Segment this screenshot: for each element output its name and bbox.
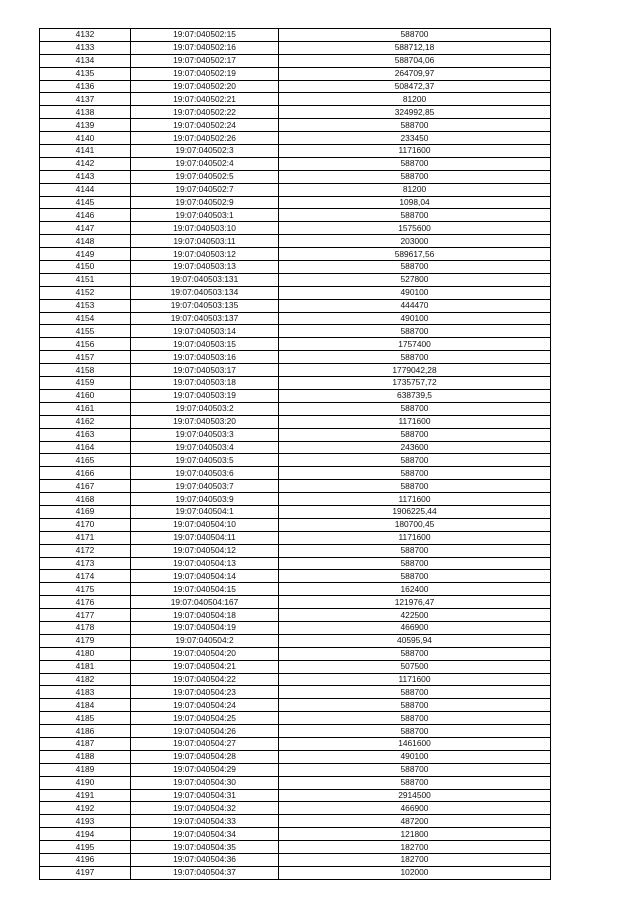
row-number-cell: 4133 [40,41,131,54]
row-number-cell: 4184 [40,699,131,712]
value-cell: 324992,85 [279,106,551,119]
row-number-cell: 4192 [40,802,131,815]
row-number-cell: 4147 [40,222,131,235]
row-number-cell: 4156 [40,338,131,351]
cadastral-number-cell: 19:07:040503:6 [131,467,279,480]
table-row [40,377,551,390]
cadastral-number-cell: 19:07:040504:32 [131,802,279,815]
table-row [40,505,551,518]
cadastral-number-cell: 19:07:040503:10 [131,222,279,235]
value-cell: 588700 [279,428,551,441]
cadastral-number-cell: 19:07:040504:23 [131,686,279,699]
row-number-cell: 4196 [40,854,131,867]
table-row [40,750,551,763]
table-row [40,776,551,789]
row-number-cell: 4197 [40,866,131,879]
value-cell: 588704,06 [279,54,551,67]
cadastral-number-cell: 19:07:040502:3 [131,145,279,158]
row-number-cell: 4144 [40,183,131,196]
table-row [40,170,551,183]
value-cell: 182700 [279,854,551,867]
cadastral-number-cell: 19:07:040504:10 [131,518,279,531]
row-number-cell: 4154 [40,312,131,325]
value-cell: 588700 [279,570,551,583]
row-number-cell: 4189 [40,763,131,776]
value-cell: 588700 [279,454,551,467]
table-row [40,338,551,351]
cadastral-number-cell: 19:07:040503:17 [131,364,279,377]
cadastral-number-cell: 19:07:040504:30 [131,776,279,789]
cadastral-number-cell: 19:07:040504:12 [131,544,279,557]
value-cell: 182700 [279,841,551,854]
value-cell: 243600 [279,441,551,454]
value-cell: 233450 [279,132,551,145]
cadastral-number-cell: 19:07:040504:19 [131,621,279,634]
row-number-cell: 4190 [40,776,131,789]
cadastral-number-cell: 19:07:040504:18 [131,609,279,622]
cadastral-number-cell: 19:07:040504:27 [131,737,279,750]
row-number-cell: 4159 [40,377,131,390]
cadastral-number-cell: 19:07:040504:167 [131,596,279,609]
value-cell: 588700 [279,686,551,699]
value-cell: 588700 [279,647,551,660]
cadastral-number-cell: 19:07:040503:135 [131,299,279,312]
cadastral-number-cell: 19:07:040504:22 [131,673,279,686]
cadastral-number-cell: 19:07:040504:28 [131,750,279,763]
value-cell: 1575600 [279,222,551,235]
table-row [40,763,551,776]
cadastral-number-cell: 19:07:040503:13 [131,261,279,274]
cadastral-number-cell: 19:07:040504:21 [131,660,279,673]
row-number-cell: 4143 [40,170,131,183]
value-cell: 588700 [279,699,551,712]
row-number-cell: 4171 [40,531,131,544]
table-row [40,789,551,802]
row-number-cell: 4194 [40,828,131,841]
table-row [40,493,551,506]
row-number-cell: 4151 [40,273,131,286]
value-cell: 40595,94 [279,634,551,647]
row-number-cell: 4139 [40,119,131,132]
row-number-cell: 4138 [40,106,131,119]
table-row [40,222,551,235]
value-cell: 588700 [279,157,551,170]
cadastral-number-cell: 19:07:040503:4 [131,441,279,454]
table-row [40,583,551,596]
table-row [40,737,551,750]
value-cell: 466900 [279,802,551,815]
row-number-cell: 4173 [40,557,131,570]
value-cell: 508472,37 [279,80,551,93]
cadastral-number-cell: 19:07:040502:5 [131,170,279,183]
value-cell: 588700 [279,776,551,789]
cadastral-number-cell: 19:07:040504:31 [131,789,279,802]
cadastral-number-cell: 19:07:040503:20 [131,415,279,428]
cadastral-number-cell: 19:07:040503:7 [131,480,279,493]
row-number-cell: 4132 [40,29,131,42]
row-number-cell: 4186 [40,725,131,738]
value-cell: 1757400 [279,338,551,351]
table-row [40,325,551,338]
table-row [40,467,551,480]
cadastral-number-cell: 19:07:040504:36 [131,854,279,867]
value-cell: 588700 [279,261,551,274]
table-row [40,647,551,660]
table-row [40,29,551,42]
table-row [40,80,551,93]
value-cell: 1171600 [279,415,551,428]
row-number-cell: 4160 [40,389,131,402]
cadastral-number-cell: 19:07:040503:18 [131,377,279,390]
value-cell: 121800 [279,828,551,841]
value-cell: 81200 [279,183,551,196]
cadastral-number-cell: 19:07:040502:15 [131,29,279,42]
row-number-cell: 4172 [40,544,131,557]
value-cell: 588700 [279,402,551,415]
row-number-cell: 4140 [40,132,131,145]
row-number-cell: 4152 [40,286,131,299]
table-row [40,557,551,570]
row-number-cell: 4170 [40,518,131,531]
value-cell: 588700 [279,209,551,222]
cadastral-number-cell: 19:07:040502:20 [131,80,279,93]
value-cell: 588700 [279,557,551,570]
cadastral-number-cell: 19:07:040504:29 [131,763,279,776]
row-number-cell: 4135 [40,67,131,80]
row-number-cell: 4167 [40,480,131,493]
table-row [40,454,551,467]
value-cell: 588700 [279,119,551,132]
table-row [40,570,551,583]
row-number-cell: 4175 [40,583,131,596]
cadastral-number-cell: 19:07:040504:20 [131,647,279,660]
row-number-cell: 4134 [40,54,131,67]
cadastral-number-cell: 19:07:040504:26 [131,725,279,738]
cadastral-number-cell: 19:07:040503:15 [131,338,279,351]
table-row [40,531,551,544]
value-cell: 264709,97 [279,67,551,80]
value-cell: 180700,45 [279,518,551,531]
row-number-cell: 4142 [40,157,131,170]
value-cell: 588700 [279,29,551,42]
table-row [40,415,551,428]
table-row [40,866,551,879]
value-cell: 121976,47 [279,596,551,609]
table-row [40,157,551,170]
row-number-cell: 4161 [40,402,131,415]
row-number-cell: 4177 [40,609,131,622]
cadastral-number-cell: 19:07:040503:14 [131,325,279,338]
row-number-cell: 4193 [40,815,131,828]
row-number-cell: 4169 [40,505,131,518]
table-row [40,286,551,299]
row-number-cell: 4166 [40,467,131,480]
table-row [40,273,551,286]
table-row [40,609,551,622]
value-cell: 444470 [279,299,551,312]
value-cell: 589617,56 [279,248,551,261]
cadastral-number-cell: 19:07:040504:11 [131,531,279,544]
value-cell: 588700 [279,725,551,738]
value-cell: 203000 [279,235,551,248]
value-cell: 81200 [279,93,551,106]
row-number-cell: 4168 [40,493,131,506]
table-row [40,312,551,325]
cadastral-number-cell: 19:07:040503:12 [131,248,279,261]
row-number-cell: 4188 [40,750,131,763]
value-cell: 102000 [279,866,551,879]
value-cell: 588700 [279,712,551,725]
table-row [40,441,551,454]
cadastral-number-cell: 19:07:040503:11 [131,235,279,248]
cadastral-number-cell: 19:07:040503:131 [131,273,279,286]
row-number-cell: 4176 [40,596,131,609]
row-number-cell: 4136 [40,80,131,93]
table-row [40,209,551,222]
cadastral-number-cell: 19:07:040504:33 [131,815,279,828]
cadastral-number-cell: 19:07:040504:1 [131,505,279,518]
table-row [40,106,551,119]
table-body [40,29,551,880]
row-number-cell: 4164 [40,441,131,454]
table-row [40,389,551,402]
row-number-cell: 4162 [40,415,131,428]
table-row [40,828,551,841]
row-number-cell: 4146 [40,209,131,222]
value-cell: 1779042,28 [279,364,551,377]
table-row [40,351,551,364]
row-number-cell: 4182 [40,673,131,686]
table-row [40,54,551,67]
value-cell: 490100 [279,312,551,325]
value-cell: 588700 [279,170,551,183]
table-row [40,183,551,196]
value-cell: 638739,5 [279,389,551,402]
value-cell: 588700 [279,467,551,480]
cadastral-number-cell: 19:07:040503:19 [131,389,279,402]
cadastral-number-cell: 19:07:040503:3 [131,428,279,441]
row-number-cell: 4181 [40,660,131,673]
table-row [40,854,551,867]
cadastral-number-cell: 19:07:040502:16 [131,41,279,54]
table-row [40,673,551,686]
row-number-cell: 4183 [40,686,131,699]
table-row [40,841,551,854]
value-cell: 487200 [279,815,551,828]
table-row [40,248,551,261]
cadastral-number-cell: 19:07:040503:2 [131,402,279,415]
table-row [40,699,551,712]
value-cell: 1098,04 [279,196,551,209]
cadastral-number-cell: 19:07:040502:4 [131,157,279,170]
cadastral-number-cell: 19:07:040502:22 [131,106,279,119]
value-cell: 1171600 [279,673,551,686]
row-number-cell: 4191 [40,789,131,802]
table-row [40,544,551,557]
value-cell: 1171600 [279,531,551,544]
value-cell: 466900 [279,621,551,634]
row-number-cell: 4165 [40,454,131,467]
row-number-cell: 4179 [40,634,131,647]
row-number-cell: 4195 [40,841,131,854]
table-row [40,261,551,274]
cadastral-number-cell: 19:07:040504:14 [131,570,279,583]
cadastral-number-cell: 19:07:040503:5 [131,454,279,467]
value-cell: 1906225,44 [279,505,551,518]
value-cell: 588712,18 [279,41,551,54]
table-row [40,686,551,699]
row-number-cell: 4153 [40,299,131,312]
cadastral-number-cell: 19:07:040502:9 [131,196,279,209]
cadastral-number-cell: 19:07:040504:24 [131,699,279,712]
cadastral-number-cell: 19:07:040502:24 [131,119,279,132]
table-row [40,402,551,415]
table-row [40,596,551,609]
value-cell: 1171600 [279,493,551,506]
table-row [40,712,551,725]
table-row [40,428,551,441]
value-cell: 1171600 [279,145,551,158]
cadastral-number-cell: 19:07:040502:17 [131,54,279,67]
cadastral-number-cell: 19:07:040504:34 [131,828,279,841]
row-number-cell: 4141 [40,145,131,158]
table-row [40,119,551,132]
table-row [40,235,551,248]
row-number-cell: 4155 [40,325,131,338]
table-row [40,132,551,145]
value-cell: 2914500 [279,789,551,802]
cadastral-value-table [39,28,551,880]
table-row [40,196,551,209]
table-row [40,725,551,738]
table-row [40,518,551,531]
table-row [40,41,551,54]
value-cell: 1461600 [279,737,551,750]
table-row [40,67,551,80]
row-number-cell: 4145 [40,196,131,209]
row-number-cell: 4158 [40,364,131,377]
row-number-cell: 4150 [40,261,131,274]
value-cell: 588700 [279,763,551,776]
value-cell: 490100 [279,286,551,299]
cadastral-number-cell: 19:07:040504:37 [131,866,279,879]
row-number-cell: 4174 [40,570,131,583]
cadastral-number-cell: 19:07:040504:25 [131,712,279,725]
row-number-cell: 4178 [40,621,131,634]
table-row [40,480,551,493]
table-row [40,299,551,312]
table-row [40,93,551,106]
row-number-cell: 4148 [40,235,131,248]
row-number-cell: 4149 [40,248,131,261]
value-cell: 507500 [279,660,551,673]
cadastral-number-cell: 19:07:040503:137 [131,312,279,325]
cadastral-number-cell: 19:07:040503:9 [131,493,279,506]
value-cell: 1735757,72 [279,377,551,390]
value-cell: 422500 [279,609,551,622]
value-cell: 162400 [279,583,551,596]
value-cell: 588700 [279,325,551,338]
value-cell: 588700 [279,480,551,493]
cadastral-number-cell: 19:07:040502:26 [131,132,279,145]
cadastral-number-cell: 19:07:040503:16 [131,351,279,364]
table-row [40,815,551,828]
row-number-cell: 4137 [40,93,131,106]
table-row [40,621,551,634]
cadastral-number-cell: 19:07:040502:21 [131,93,279,106]
cadastral-number-cell: 19:07:040503:134 [131,286,279,299]
row-number-cell: 4157 [40,351,131,364]
value-cell: 527800 [279,273,551,286]
row-number-cell: 4163 [40,428,131,441]
row-number-cell: 4187 [40,737,131,750]
table-row [40,634,551,647]
table-row [40,364,551,377]
cadastral-number-cell: 19:07:040504:2 [131,634,279,647]
cadastral-number-cell: 19:07:040502:7 [131,183,279,196]
cadastral-number-cell: 19:07:040504:35 [131,841,279,854]
table-row [40,660,551,673]
value-cell: 588700 [279,351,551,364]
value-cell: 588700 [279,544,551,557]
cadastral-number-cell: 19:07:040504:15 [131,583,279,596]
table-row [40,802,551,815]
table-row [40,145,551,158]
row-number-cell: 4185 [40,712,131,725]
row-number-cell: 4180 [40,647,131,660]
value-cell: 490100 [279,750,551,763]
cadastral-number-cell: 19:07:040502:19 [131,67,279,80]
cadastral-number-cell: 19:07:040503:1 [131,209,279,222]
cadastral-number-cell: 19:07:040504:13 [131,557,279,570]
